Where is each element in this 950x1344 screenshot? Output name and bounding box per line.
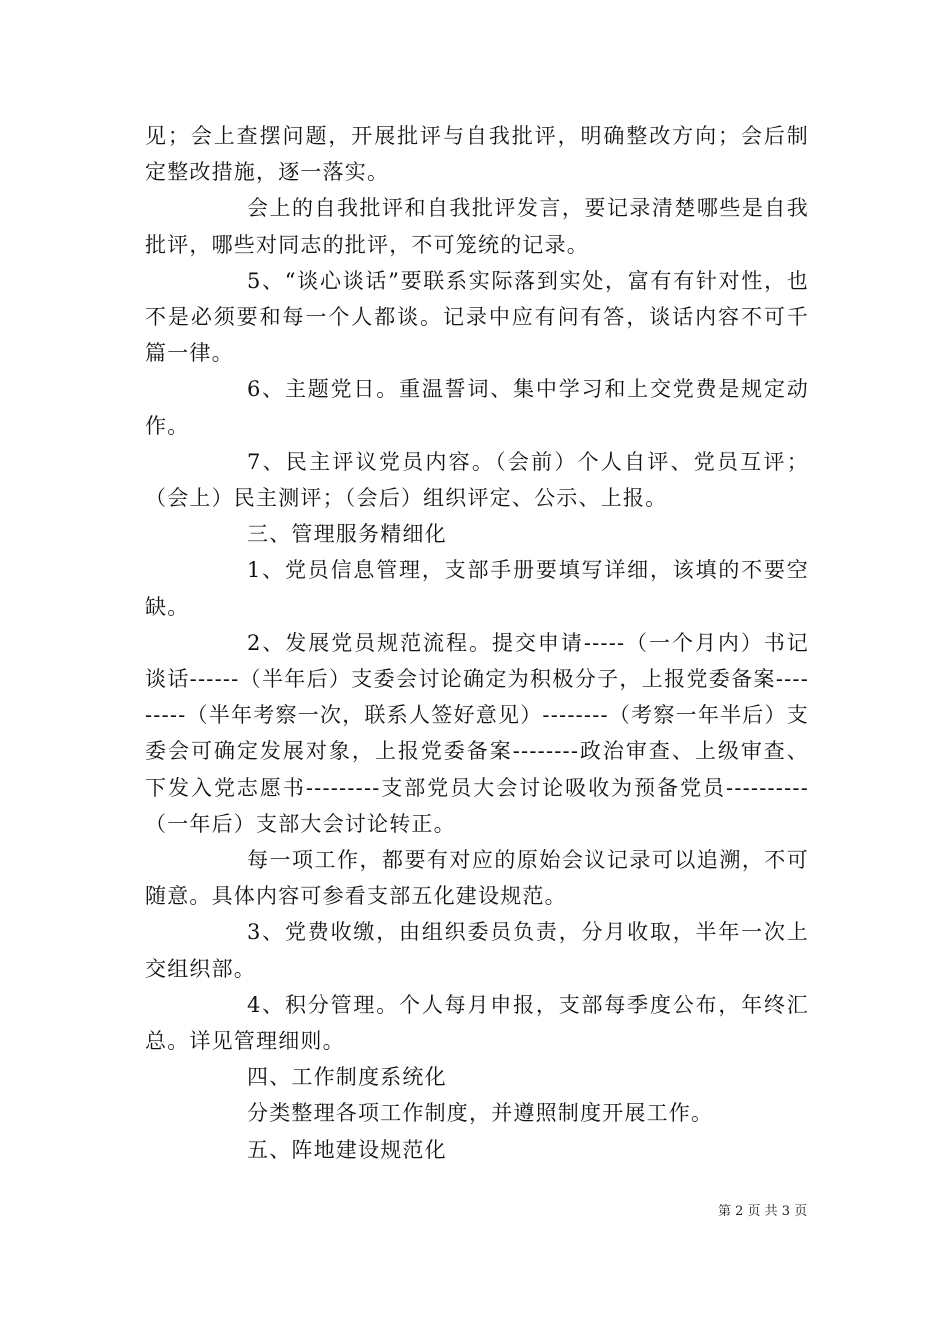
section-heading-4: 四、工作制度系统化 [247, 1065, 447, 1090]
paragraph-work-systems: 分类整理各项工作制度，并遵照制度开展工作。 [247, 1101, 714, 1126]
paragraph-continuation: 见；会上查摆问题，开展批评与自我批评，明确整改方向；会后制定整改措施，逐一落实。 [145, 124, 809, 185]
paragraph-meeting-records: 每一项工作，都要有对应的原始会议记录可以追溯，不可随意。具体内容可参看支部五化建设规范。 [145, 848, 809, 909]
paragraph-item-4: 4、积分管理。个人每月申报，支部每季度公布，年终汇总。详见管理细则。 [145, 992, 809, 1054]
paragraph-item-5: 5、“谈心谈话”要联系实际落到实处，富有有针对性，也不是必须要和每一个人都谈。记录中应有问有答，谈话内容不可千篇一律。 [145, 268, 809, 366]
paragraph-self-criticism-record: 会上的自我批评和自我批评发言，要记录清楚哪些是自我批评，哪些对同志的批评，不可笼统的记录。 [145, 196, 809, 257]
section-heading-5: 五、阵地建设规范化 [247, 1137, 447, 1162]
paragraph-item-2: 2、发展党员规范流程。提交申请-----（一个月内）书记谈话------（半年后）支委会讨论确定为积极分子，上报党委备案---------（半年考察一次，联系人签好意见）--------（考察一年半后）支委会可确定发展对象，上报党委备案--------政治审查、上级审查、下发入党志愿书---------支部党员大会讨论吸收为预备党员----------（一年后）支部大会讨论转正。 [145, 630, 809, 836]
paragraph-item-7: 7、民主评议党员内容。（会前）个人自评、党员互评；（会上）民主测评；（会后）组织评定、公示、上报。 [145, 449, 809, 511]
paragraph-item-6: 6、主题党日。重温誓词、集中学习和上交党费是规定动作。 [145, 377, 809, 438]
section-heading-3: 三、管理服务精细化 [247, 522, 447, 547]
document-body [145, 118, 809, 1168]
paragraph-item-3: 3、党费收缴，由组织委员负责，分月收取，半年一次上交组织部。 [145, 920, 809, 981]
paragraph-item-1: 1、党员信息管理，支部手册要填写详细，该填的不要空缺。 [145, 558, 809, 619]
page-number-footer: 第 2 页 共 3 页 [718, 1204, 808, 1219]
